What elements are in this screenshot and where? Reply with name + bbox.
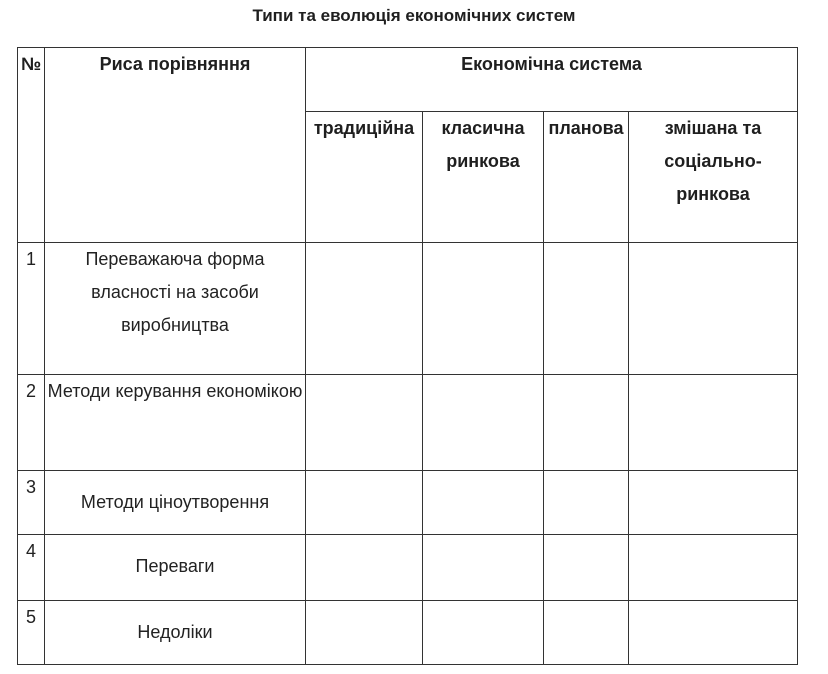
header-system-mixed: змішана та соціально-ринкова	[629, 112, 798, 243]
cell-empty	[423, 375, 544, 471]
cell-empty	[629, 471, 798, 535]
cell-empty	[306, 243, 423, 375]
cell-empty	[629, 375, 798, 471]
cell-empty	[544, 535, 629, 601]
cell-empty	[423, 471, 544, 535]
cell-empty	[306, 535, 423, 601]
cell-empty	[544, 601, 629, 665]
header-economic-system: Економічна система	[306, 48, 798, 112]
row-number: 1	[18, 243, 45, 375]
header-system-traditional: традиційна	[306, 112, 423, 243]
table-header-row	[18, 48, 798, 112]
cell-empty	[629, 535, 798, 601]
row-number: 3	[18, 471, 45, 535]
table-row	[18, 375, 798, 471]
cell-empty	[629, 601, 798, 665]
cell-empty	[423, 243, 544, 375]
table-row	[18, 471, 798, 535]
header-system-classic-market: класична ринкова	[423, 112, 544, 243]
table-row	[18, 601, 798, 665]
row-feature: Переваги	[45, 535, 306, 601]
cell-empty	[544, 243, 629, 375]
row-feature: Методи керування економікою	[45, 375, 306, 471]
cell-empty	[306, 471, 423, 535]
row-feature: Недоліки	[45, 601, 306, 665]
cell-empty	[306, 375, 423, 471]
row-number: 4	[18, 535, 45, 601]
table-row	[18, 243, 798, 375]
page-title: Типи та еволюція економічних систем	[252, 6, 576, 25]
header-number: №	[18, 48, 45, 243]
row-feature: Методи ціноутворення	[45, 471, 306, 535]
header-feature: Риса порівняння	[45, 48, 306, 243]
cell-empty	[306, 601, 423, 665]
cell-empty	[544, 375, 629, 471]
cell-empty	[423, 601, 544, 665]
row-number: 2	[18, 375, 45, 471]
row-feature: Переважаюча форма власності на засоби виробництва	[45, 243, 306, 375]
row-number: 5	[18, 601, 45, 665]
table-row	[18, 535, 798, 601]
cell-empty	[423, 535, 544, 601]
cell-empty	[629, 243, 798, 375]
comparison-table	[17, 47, 798, 665]
cell-empty	[544, 471, 629, 535]
header-system-planned: планова	[544, 112, 629, 243]
